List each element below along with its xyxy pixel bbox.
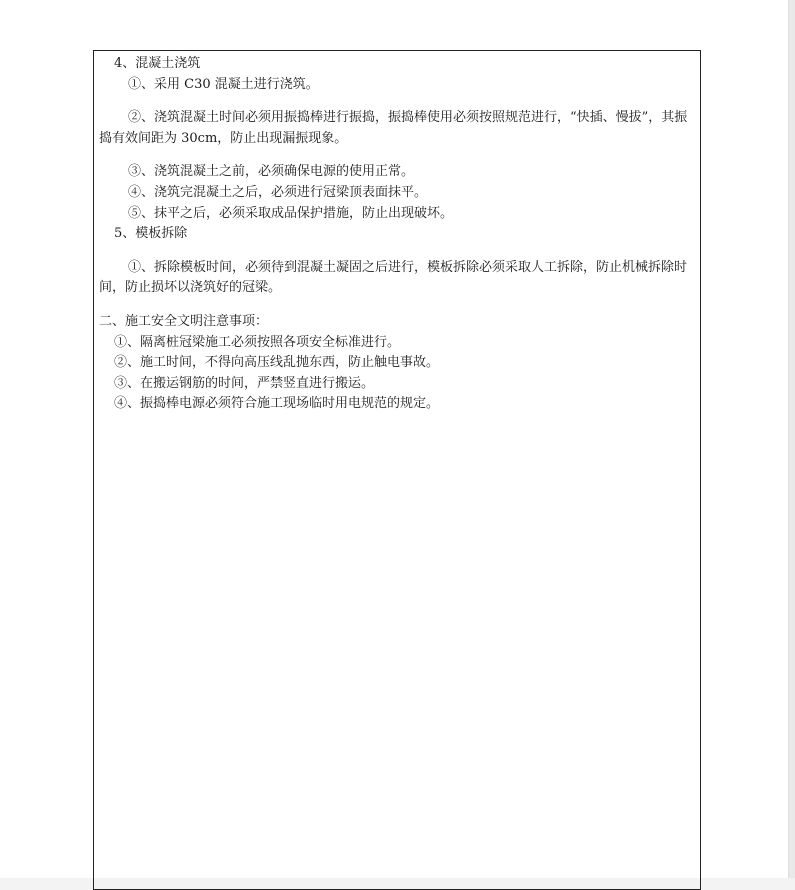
section-heading-formwork: 5、模板拆除 [114,226,188,242]
document-body [94,51,700,415]
page-edge-shadow [788,0,795,878]
list-item: ⑤、抹平之后，必须采取成品保护措施，防止出现破坏。 [128,205,454,221]
section-heading-safety: 二、施工安全文明注意事项： [99,313,269,329]
list-item: ①、隔离桩冠梁施工必须按照各项安全标准进行。 [114,334,401,350]
section-heading-concrete: 4、混凝土浇筑 [114,56,201,71]
list-item: ②、施工时间，不得向高压线乱抛东西，防止触电事故。 [114,355,440,371]
list-item: ①、拆除模板时间，必须待到混凝土凝固之后进行，模板拆除必须采取人工拆除，防止机械拆除时间，防止损坏以浇筑好的冠梁。 [99,259,688,296]
list-item: ④、浇筑完混凝土之后，必须进行冠梁顶表面抹平。 [128,184,428,200]
list-item: ①、采用 C30 混凝土进行浇筑。 [128,76,319,92]
list-item: ②、浇筑混凝土时间必须用振捣棒进行振捣，振捣棒使用必须按照规范进行，“快插、慢拔”，其振捣有效间距为 30cm，防止出现漏振现象。 [99,110,688,146]
list-item: ③、在搬运钢筋的时间，严禁竖直进行搬运。 [114,375,375,391]
list-item: ③、浇筑混凝土之前，必须确保电源的使用正常。 [128,164,415,180]
list-item: ④、振捣棒电源必须符合施工现场临时用电规范的规定。 [114,396,440,412]
content-table-frame [93,50,701,890]
